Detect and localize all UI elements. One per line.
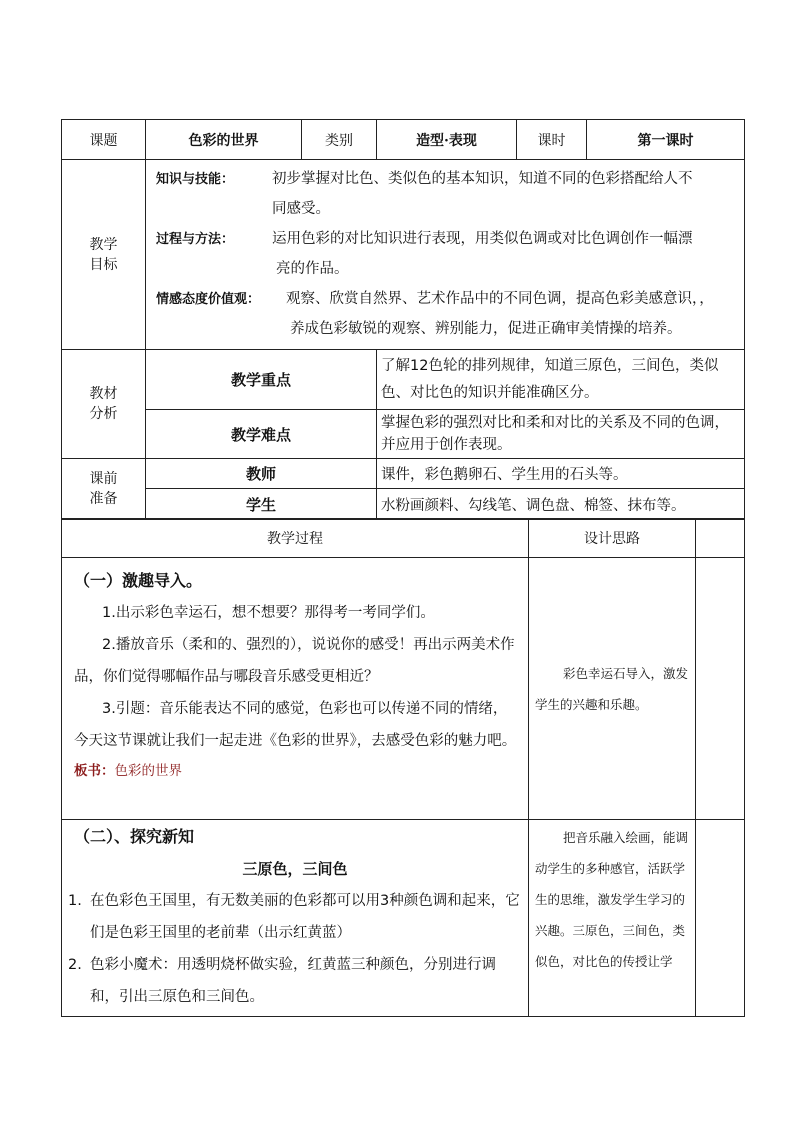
teacher-cell — [377, 459, 745, 489]
section-explore-subtitle: 三原色，三间色 — [242, 860, 348, 878]
prep-label: 课前 准备 — [62, 459, 146, 520]
process-col-header: 教学过程 — [62, 519, 529, 558]
difficulty-label: 教学难点 — [146, 410, 377, 459]
period-label: 课时 — [517, 120, 587, 160]
design-col-header: 设计思路 — [529, 519, 696, 558]
goals-content — [146, 160, 745, 350]
goal-label: 知识与技能： — [156, 172, 235, 187]
goals-label: 教学 目标 — [62, 160, 146, 350]
section-intro-title: （一）激趣导入。 — [74, 571, 203, 590]
section-intro-cell — [62, 558, 529, 820]
blackboard-note — [62, 759, 528, 779]
difficulty-cell — [377, 410, 745, 459]
key-point-text: 了解12色轮的排列规律，知道三原色，三间色，类似色、对比色的知识并能准确区分。 — [381, 357, 719, 401]
difficulty-row — [62, 410, 745, 459]
teacher-prep-row — [62, 459, 745, 489]
explore-design-text: 把音乐融入绘画，能调动学生的多种感官，活跃学生的思维，激发学生学习的兴趣。三原色，三间色，类似色，对比色的传授让学 — [535, 830, 689, 969]
goal-label: 情感态度价值观： — [156, 292, 261, 307]
intro-step-2: 2.播放音乐（柔和的、强烈的），说说你的感受！再出示两美术作品，你们觉得哪幅作品与哪段音乐感受更相近？ — [74, 637, 515, 685]
student-text: 水粉画颜料、勾线笔、调色盘、棉签、抹布等。 — [381, 497, 686, 514]
goal-text-line: 初步掌握对比色、类似色的基本知识，知道不同的色彩搭配给人不 — [272, 171, 693, 187]
teacher-label: 教师 — [146, 459, 377, 489]
period-value: 第一课时 — [587, 120, 745, 160]
goals-row — [62, 160, 745, 350]
teaching-process-table — [61, 518, 745, 1017]
explore-item-text: 在色彩色王国里，有无数美丽的色彩都可以用3种颜色调和起来，它们是色彩王国里的老前辈（出示红黄蓝） — [90, 893, 520, 941]
goal-text-line: 亮的作品。 — [276, 261, 349, 277]
teacher-text: 课件，彩色鹅卵石、学生用的石头等。 — [381, 467, 628, 483]
explore-item-2 — [62, 949, 528, 1013]
goal-knowledge — [150, 162, 740, 222]
key-point-row — [62, 350, 745, 410]
student-prep-row — [62, 489, 745, 520]
explore-item-number: 1. — [68, 893, 82, 909]
goal-text-line: 养成色彩敏锐的观察、辨别能力，促进正确审美情操的培养。 — [290, 321, 682, 337]
intro-step-1: 1.出示彩色幸运石，想不想要？那得考一考同学们。 — [102, 605, 435, 621]
explore-item-number: 2. — [68, 957, 82, 973]
intro-design-text: 彩色幸运石导入，激发学生的兴趣和乐趣。 — [535, 665, 689, 712]
topic-value: 色彩的世界 — [146, 120, 302, 160]
goal-text-line: 观察、欣赏自然界、艺术作品中的不同色调，提高色彩美感意识，， — [286, 291, 714, 307]
difficulty-text: 掌握色彩的强烈对比和柔和对比的关系及不同的色调，并应用于创作表现。 — [381, 415, 729, 453]
blackboard-label: 板书： — [74, 763, 115, 779]
section-intro-empty-cell — [696, 558, 745, 820]
section-intro-design-cell — [529, 558, 696, 820]
topic-label: 课题 — [62, 120, 146, 160]
goal-text-line: 同感受。 — [272, 201, 330, 217]
section-explore-cell — [62, 820, 529, 1017]
process-header-row — [62, 519, 745, 558]
goal-process — [150, 222, 740, 282]
goal-label: 过程与方法： — [156, 232, 235, 247]
blackboard-text: 色彩的世界 — [114, 763, 182, 779]
goal-text-line: 运用色彩的对比知识进行表现，用类似色调或对比色调创作一幅漂 — [272, 231, 693, 247]
key-point-label: 教学重点 — [146, 350, 377, 410]
empty-col-header — [696, 519, 745, 558]
section-explore-row — [62, 820, 745, 1017]
key-point-cell — [377, 350, 745, 410]
section-explore-design-cell — [529, 820, 696, 1017]
section-explore-title: （二）、探究新知 — [74, 827, 195, 846]
section-explore-empty-cell — [696, 820, 745, 1017]
intro-step-3: 3.引题：音乐能表达不同的感觉，色彩也可以传递不同的情绪，今天这节课就让我们一起走进《色彩的世界》，去感受色彩的魅力吧。 — [74, 701, 517, 749]
category-value: 造型·表现 — [377, 120, 517, 160]
student-label: 学生 — [146, 489, 377, 520]
goal-emotion — [150, 282, 740, 342]
explore-item-text: 色彩小魔术：用透明烧杯做实验，红黄蓝三种颜色，分别进行调和，引出三原色和三间色。 — [90, 957, 496, 1005]
explore-item-1 — [62, 885, 528, 949]
category-label: 类别 — [302, 120, 377, 160]
lesson-info-table — [61, 119, 745, 520]
student-cell — [377, 489, 745, 520]
section-intro-row — [62, 558, 745, 820]
header-row — [62, 120, 745, 160]
analysis-label: 教材 分析 — [62, 350, 146, 459]
